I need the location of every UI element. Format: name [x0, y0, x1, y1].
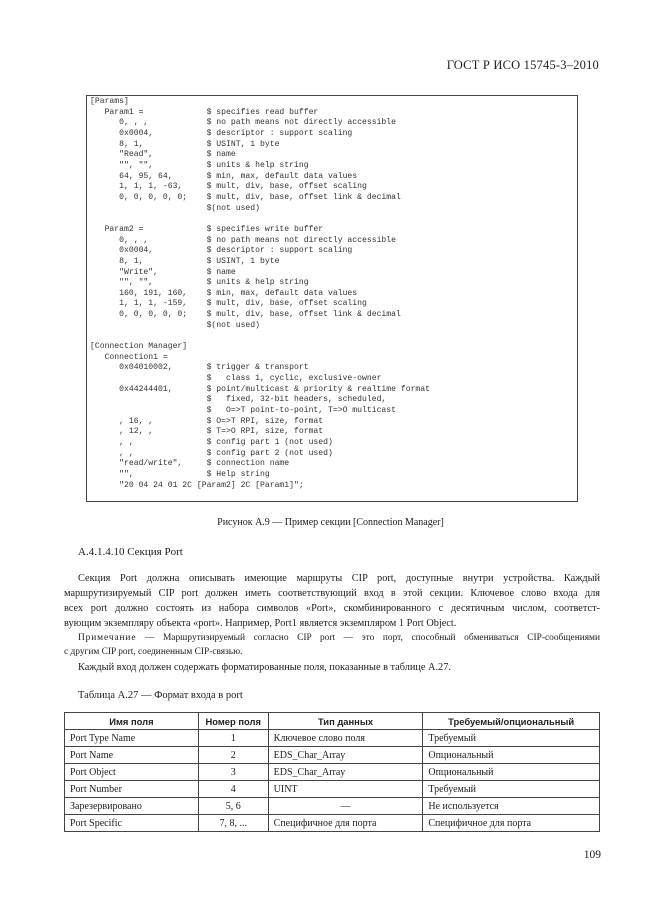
code-line: 8, 1, $ USINT, 1 byte [119, 139, 280, 149]
code-line: [Connection Manager] [90, 342, 188, 352]
table-cell: Требуемый [423, 730, 600, 747]
note-paragraph [64, 631, 600, 659]
note-line [64, 631, 600, 645]
column-header: Тип данных [268, 713, 423, 730]
code-line: "", $ Help string [119, 469, 270, 479]
code-line: 0, 0, 0, 0, 0; $ mult, div, base, offset link & decimal [119, 192, 401, 202]
code-line: "Read", $ name [119, 150, 236, 160]
code-line: , 16, , $ O=>T RPI, size, format [119, 416, 324, 426]
code-line: 0x44244401, $ point/multicast & priority & realtime format [119, 384, 430, 394]
table-row [65, 764, 600, 781]
table-cell: 1 [198, 730, 268, 747]
paragraph-line: Каждый вход должен содержать форматированные поля, показанные в таблице А.27. [78, 662, 451, 673]
code-line: , , $ config part 2 (not used) [119, 448, 333, 458]
code-example-box [86, 95, 578, 502]
table-cell: Не используется [423, 798, 600, 815]
port-section-paragraph [64, 571, 600, 631]
code-line: 0x0004, $ descriptor : support scaling [119, 128, 353, 138]
table-cell: 7, 8, ... [198, 815, 268, 832]
paragraph-line: всех port должно состоять из набора символов «Port», скомбинированного с десятичным числом, соответст- [64, 603, 600, 614]
table-row [65, 747, 600, 764]
table-cell: 3 [198, 764, 268, 781]
code-line: "", "", $ units & help string [119, 278, 309, 288]
code-line: Param1 = $ specifies read buffer [104, 107, 319, 117]
paragraph-line: Секция Port должна описывать имеющие маршруты CIP port, доступные внутри устройства. Каждый [78, 573, 600, 584]
table-row [65, 798, 600, 815]
column-header: Имя поля [65, 713, 199, 730]
note-label: Примечание [78, 633, 137, 643]
code-line: 0x04010002, $ trigger & transport [119, 363, 309, 373]
table-cell: EDS_Char_Array [268, 764, 423, 781]
note-line: с другим CIP port, соединенным CIP-связью. [64, 647, 243, 657]
code-line: "read/write", $ connection name [119, 459, 290, 469]
table-cell: Опциональный [423, 747, 600, 764]
table-cell: Port Object [65, 764, 199, 781]
port-format-table [64, 712, 600, 832]
code-line: Connection1 = [104, 352, 168, 362]
table-title: Таблица А.27 — Формат входа в port [78, 690, 243, 701]
code-line: 1, 1, 1, -159, $ mult, div, base, offset scaling [119, 299, 367, 309]
code-line: $ O=>T point-to-point, T=>O multicast [206, 406, 396, 416]
table-cell: 5, 6 [198, 798, 268, 815]
table-header-row [65, 713, 600, 730]
table-cell: Требуемый [423, 781, 600, 798]
table-cell: EDS_Char_Array [268, 747, 423, 764]
table-cell: — [268, 798, 423, 815]
code-line: $ class 1, cyclic, exclusive-owner [206, 374, 382, 384]
code-line: 0, , , $ no path means not directly accessible [119, 118, 396, 128]
code-line: , 12, , $ T=>O RPI, size, format [119, 427, 324, 437]
table-cell: Port Name [65, 747, 199, 764]
code-line: [Params] [90, 97, 129, 106]
section-heading: А.4.1.4.10 Секция Port [78, 546, 183, 558]
note-text: — Маршрутизируемый согласно CIP port — это порт, способный обмениваться CIP-сообщениями [136, 633, 600, 643]
table-cell: Ключевое слово поля [268, 730, 423, 747]
code-line: 160, 191, 160, $ min, max, default data values [119, 288, 358, 298]
code-line: $ fixed, 32-bit headers, scheduled, [206, 395, 387, 405]
code-line: 64, 95, 64, $ min, max, default data values [119, 171, 358, 181]
code-listing [90, 97, 430, 491]
paragraph-line: маршрутизируемый CIP port должен иметь соответствующий вход в этой секции. Ключевое слово входа для [64, 588, 600, 599]
code-line: $(not used) [206, 203, 260, 213]
code-line: "", "", $ units & help string [119, 160, 309, 170]
code-line: , , $ config part 1 (not used) [119, 438, 333, 447]
table-cell: Port Number [65, 781, 199, 798]
table-row [65, 815, 600, 832]
table-cell: Специфичное для порта [268, 815, 423, 832]
code-line: "20 04 24 01 2C [Param2] 2C [Param1]"; [119, 480, 304, 490]
table-cell: 2 [198, 747, 268, 764]
code-line: 1, 1, 1, -63, $ mult, div, base, offset scaling [119, 182, 367, 192]
table-cell: Port Type Name [65, 730, 199, 747]
table-cell: Port Specific [65, 815, 199, 832]
table-cell: Специфичное для порта [423, 815, 600, 832]
code-line: "Write", $ name [119, 267, 236, 277]
page-number: 109 [583, 849, 601, 861]
code-line: 8, 1, $ USINT, 1 byte [119, 256, 280, 266]
table-row [65, 730, 600, 747]
code-line: Param2 = $ specifies write buffer [104, 224, 324, 234]
code-line: 0x0004, $ descriptor : support scaling [119, 246, 353, 256]
table-cell: UINT [268, 781, 423, 798]
document-header: ГОСТ Р ИСО 15745-3–2010 [446, 58, 599, 72]
code-line: 0, 0, 0, 0, 0; $ mult, div, base, offset link & decimal [119, 310, 401, 320]
paragraph-line: вующим экземпляру объекта «port». Например, Port1 является экземпляром 1 Port Object. [64, 618, 457, 629]
table-cell: Опциональный [423, 764, 600, 781]
table-cell: 4 [198, 781, 268, 798]
figure-caption: Рисунок А.9 — Пример секции [Connection Manager] [217, 517, 444, 528]
table-row [65, 781, 600, 798]
column-header: Номер поля [198, 713, 268, 730]
fields-paragraph [64, 660, 600, 675]
code-line: 0, , , $ no path means not directly accessible [119, 235, 396, 245]
column-header: Требуемый/опциональный [423, 713, 600, 730]
code-line: $(not used) [206, 320, 260, 330]
table-cell: Зарезервировано [65, 798, 199, 815]
